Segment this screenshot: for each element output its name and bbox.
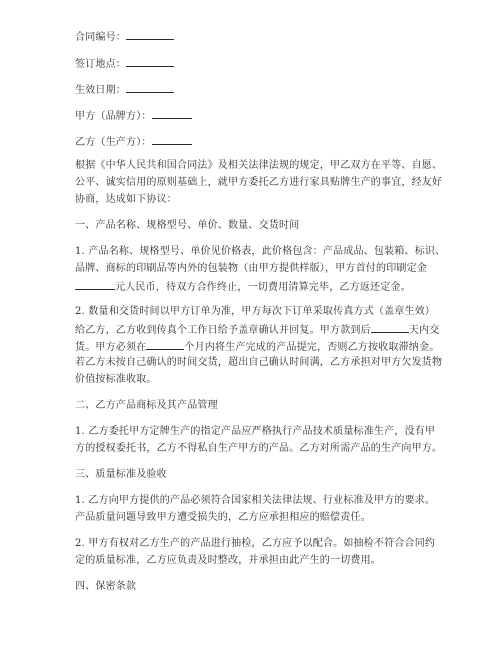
party-a-blank (152, 108, 192, 119)
effective-date-label: 生效日期： (75, 85, 126, 96)
intro-line-3: 协商，达成如下协议： (75, 194, 177, 205)
section-2-p1-line-2: 方的授权委托书，乙方不得私自生产甲方的产品。乙方对所需产品的生产向甲方。 (75, 443, 443, 454)
delivery-days-blank (371, 322, 409, 333)
section-3-p2-line-2: 定的质量标准，乙方应负责及时整改，并承担由此产生的一切费用。 (75, 555, 381, 566)
intro-line-1: 根据《中华人民共和国合同法》及相关法律法规的规定，甲乙双方在平等、自愿、 (75, 160, 443, 171)
section-1-p2-line-3 (75, 339, 439, 355)
sign-place-label: 签订地点： (75, 59, 126, 70)
party-b-label: 乙方（生产方）： (75, 137, 152, 148)
section-3-p2-line-1: 2. 甲方有权对乙方生产的产品进行抽检，乙方应予以配合。如抽检不符合合同约 (75, 538, 436, 549)
section-3-p1-line-2: 产品质量问题导致甲方遭受损失的，乙方应承担相应的赔偿责任。 (75, 512, 371, 523)
party-a-label: 甲方（品牌方）： (75, 111, 152, 122)
intro-line-2: 公平、诚实信用的原则基础上，就甲方委托乙方进行家具贴牌生产的事宜，经友好 (75, 177, 443, 188)
deposit-blank (75, 279, 115, 290)
section-1-p2-line-1: 2. 数量和交货时间以甲方订单为准，甲方每次下订单采取传真方式（盖章生效） (75, 306, 436, 317)
section-1-p1-line-1: 1. 产品名称、规格型号、单价见价格表，此价格包含：产品成品、包装箱、标识、 (75, 246, 446, 257)
effective-date-blank (126, 82, 174, 93)
section-1-p2-line-4: 若乙方未按自己确认的时间交货，超出自己确认时间满，乙方承担对甲方欠发货物 (75, 357, 443, 368)
party-b-blank (152, 134, 192, 145)
section-3-heading: 三、质量标准及验收 (75, 469, 167, 480)
effective-date-field (75, 82, 174, 98)
section-1-p1-line-2: 品牌、商标的印刷品等内外的包装物（由甲方提供样版），甲方首付的印刷定金 (75, 263, 427, 274)
section-2-heading: 二、乙方产品商标及其产品管理 (75, 400, 218, 411)
sign-place-blank (126, 56, 174, 67)
sign-place-field (75, 56, 174, 72)
months-blank (146, 339, 184, 350)
section-4-heading: 四、保密条款 (75, 581, 137, 592)
section-1-p2-line-3-after: 个月内将生产完成的产品提完，否则乙方按收取滞纳金。 (184, 342, 440, 353)
section-1-p2-line-2 (75, 322, 439, 338)
section-1-p1-line-3 (75, 279, 411, 295)
contract-number-blank (126, 29, 174, 40)
party-a-field (75, 108, 192, 124)
section-1-heading: 一、产品名称、规格型号、单价、数量、交货时间 (75, 220, 300, 231)
contract-number-field (75, 29, 174, 45)
section-1-p2-line-3-before: 货。甲方必须在 (75, 342, 147, 353)
section-3-p1-line-1: 1. 乙方向甲方提供的产品必须符合国家相关法律法规、行业标准及甲方的要求。 (75, 495, 436, 506)
party-b-field (75, 134, 192, 150)
contract-number-label: 合同编号： (75, 32, 126, 43)
section-1-p2-line-2-text: 给乙方，乙方收到传真个工作日给予盖章确认并回复。甲方款到后 (75, 325, 371, 336)
section-1-p2-line-2-after: 天内交 (408, 325, 440, 336)
section-2-p1-line-1: 1. 乙方委托甲方定牌生产的指定产品应严格执行产品技术质量标准生产，没有甲 (75, 426, 436, 437)
deposit-text: 元人民币，待双方合作终止，一切费用清算完毕，乙方返还定金。 (115, 282, 411, 293)
section-1-p2-line-5: 价值按标准收取。 (75, 374, 157, 385)
